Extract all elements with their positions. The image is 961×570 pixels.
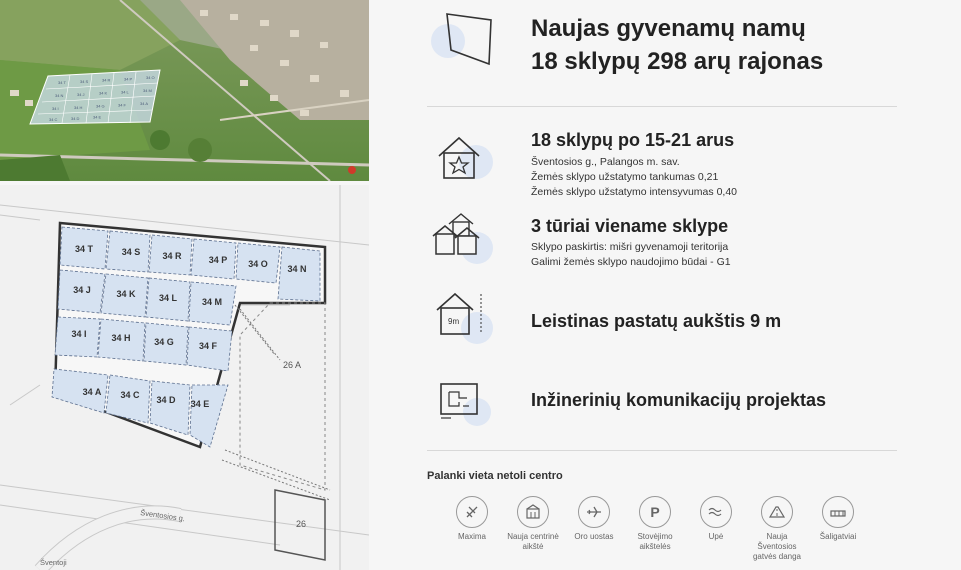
nearby-item-sidewalk xyxy=(807,496,869,542)
feature-1-line: Žemės sklypo užstatymo tankumas 0,21 xyxy=(531,171,719,183)
plan-lot-label: 34 R xyxy=(162,251,182,261)
photo-lot-label: 34 R xyxy=(102,77,111,83)
nearby-item-square xyxy=(502,496,564,552)
store-icon xyxy=(456,496,488,528)
site-plan-svg xyxy=(0,185,369,570)
info-panel xyxy=(369,0,961,570)
lot-label-26a: 26 A xyxy=(283,360,302,370)
photo-lot-label: 34 I xyxy=(52,106,59,111)
nearby-label: Maxima xyxy=(457,532,486,541)
plan-lot-label: 34 S xyxy=(121,247,141,257)
plan-lot-label: 34 C xyxy=(120,390,140,400)
photo-lot-label: 34 M xyxy=(143,88,152,94)
divider xyxy=(427,106,897,107)
lot-label-26: 26 xyxy=(296,519,307,529)
nearby-label: Stovėjimo aikštelės xyxy=(637,532,673,551)
photo-lot-label: 34 F xyxy=(118,102,127,108)
plan-lot-label: 34 N xyxy=(287,264,307,274)
feature-3-title: Leistinas pastatų aukštis 9 m xyxy=(531,311,782,331)
sidewalk-icon xyxy=(822,496,854,528)
plan-lot xyxy=(278,247,320,301)
plot-outline-icon xyxy=(443,10,495,68)
nearby-item-river xyxy=(685,496,747,542)
left-panel xyxy=(0,0,369,570)
nearby-item-parking xyxy=(624,496,686,552)
house-height-icon xyxy=(433,290,489,338)
plan-lot-label: 34 H xyxy=(111,333,131,343)
photo-lot-label: 34 D xyxy=(71,115,80,121)
photo-lot-label: 34 T xyxy=(58,80,66,85)
nearby-label: Nauja centrinė aikštė xyxy=(507,532,559,551)
square-icon xyxy=(517,496,549,528)
nearby-title: Palanki vieta netoli centro xyxy=(427,470,563,482)
photo-lot-label: 34 H xyxy=(74,104,83,110)
airplane-icon xyxy=(578,496,610,528)
photo-lot-label: 34 S xyxy=(80,78,89,84)
site-plan xyxy=(0,185,369,570)
photo-lot-label: 34 A xyxy=(140,101,149,107)
nearby-item-maxima xyxy=(441,496,503,542)
aerial-photo-svg xyxy=(0,0,369,181)
road-icon xyxy=(761,496,793,528)
blueprint-icon xyxy=(437,380,483,420)
aerial-photo xyxy=(0,0,369,181)
plan-lot-label: 34 D xyxy=(156,395,176,405)
street-label-sventosios: Šventosios g. xyxy=(139,508,186,524)
divider xyxy=(427,450,897,451)
feature-1-line: Žemės sklypo užstatymo intensyvumas 0,40 xyxy=(531,186,738,198)
plan-lot-label: 34 L xyxy=(158,293,178,303)
plan-lot-label: 34 K xyxy=(116,289,136,299)
street-label-sventoji: Šventoji xyxy=(40,558,67,567)
plan-lot-label: 34 M xyxy=(201,297,223,307)
nearby-label: Oro uostas xyxy=(574,532,614,541)
photo-lot-label: 34 J xyxy=(77,91,85,97)
title-line-1: Naujas gyvenamų namų xyxy=(531,15,806,42)
plan-lot-label: 34 F xyxy=(198,341,218,351)
plan-lot-label: 34 O xyxy=(248,259,268,269)
plan-lot-label: 34 J xyxy=(73,285,91,295)
photo-lot-label: 34 L xyxy=(121,89,129,95)
photo-lot-label: 34 K xyxy=(99,90,108,96)
feature-1-title: 18 sklypų po 15-21 arus xyxy=(531,130,735,150)
nearby-item-road xyxy=(746,496,808,562)
feature-2-details xyxy=(531,240,731,270)
nearby-item-airport xyxy=(563,496,625,542)
plan-lot-label: 34 E xyxy=(190,399,210,409)
feature-4-title: Inžinerinių komunikacijų projektas xyxy=(531,390,827,410)
river-icon xyxy=(700,496,732,528)
plan-lot-label: 34 G xyxy=(154,337,174,347)
nearby-label: Upė xyxy=(708,532,724,541)
photo-lot-label: 34 G xyxy=(96,103,105,109)
plan-lot-label: 34 T xyxy=(74,244,94,254)
feature-2-line: Sklypo paskirtis: mišri gyvenamoji teritorija xyxy=(531,241,729,253)
photo-lot-label: 34 N xyxy=(55,93,64,98)
feature-1-line: Šventosios g., Palangos m. sav. xyxy=(531,156,680,168)
house-star-icon xyxy=(435,134,483,182)
plan-lot-label: 34 A xyxy=(82,387,102,397)
feature-2-title: 3 tūriai viename sklype xyxy=(531,216,729,236)
nearby-label: Šaligatviai xyxy=(819,532,857,541)
parking-icon: P xyxy=(639,496,671,528)
page-title xyxy=(531,12,823,78)
photo-lot-label: 34 O xyxy=(146,75,155,81)
photo-lot-label: 34 C xyxy=(49,117,58,122)
photo-lot-label: 34 P xyxy=(124,76,133,82)
title-line-2: 18 sklypų 298 arų rajonas xyxy=(531,48,824,75)
feature-2-line: Galimi žemės sklypo naudojimo būdai - G1 xyxy=(531,256,731,268)
feature-1-details xyxy=(531,155,737,200)
height-label: 9m xyxy=(448,317,460,326)
plan-lot-label: 34 I xyxy=(71,329,87,339)
three-houses-icon xyxy=(431,210,483,260)
nearby-label: Nauja Šventosios gatvės danga xyxy=(752,532,802,561)
plan-lot-label: 34 P xyxy=(208,255,228,265)
photo-lot-label: 34 E xyxy=(93,114,102,120)
